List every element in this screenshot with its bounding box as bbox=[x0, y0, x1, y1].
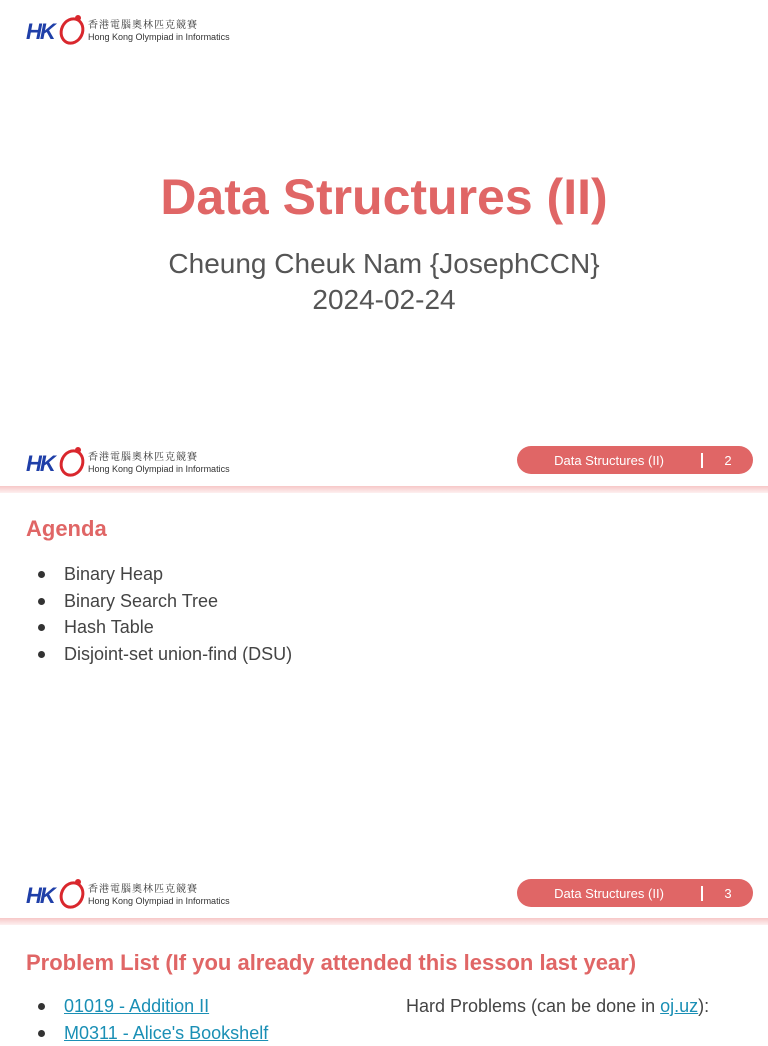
hkoi-logo bbox=[26, 446, 230, 480]
hkoi-logo-icon: HK bbox=[26, 446, 82, 480]
problem-link[interactable]: M0311 - Alice's Bookshelf bbox=[64, 1023, 268, 1043]
agenda-slide bbox=[0, 432, 768, 864]
presentation-date: 2024-02-24 bbox=[0, 282, 768, 318]
slide-title: Data Structures (II) bbox=[0, 168, 768, 226]
agenda-list bbox=[34, 561, 292, 667]
agenda-item: Binary Heap bbox=[34, 561, 292, 588]
slide-subtitle bbox=[0, 246, 768, 318]
agenda-item: Binary Search Tree bbox=[34, 588, 292, 615]
problem-list-slide bbox=[0, 864, 768, 1024]
hkoi-logo-icon: HK bbox=[26, 878, 82, 912]
section-heading: Agenda bbox=[26, 516, 107, 542]
problem-item bbox=[34, 1020, 268, 1046]
problem-list bbox=[34, 993, 268, 1046]
author-name: Cheung Cheuk Nam {JosephCCN} bbox=[0, 246, 768, 282]
problem-item bbox=[34, 993, 268, 1020]
title-slide bbox=[0, 0, 768, 432]
hkoi-logo bbox=[26, 14, 230, 48]
page-number: 2 bbox=[703, 453, 753, 468]
problem-link[interactable]: 01019 - Addition II bbox=[64, 996, 209, 1016]
page-number: 3 bbox=[703, 886, 753, 901]
agenda-item: Hash Table bbox=[34, 614, 292, 641]
logo-chinese-text: 香港電腦奧林匹克競賽 bbox=[88, 884, 230, 896]
logo-chinese-text: 香港電腦奧林匹克競賽 bbox=[88, 20, 230, 32]
slide-header-label: Data Structures (II) bbox=[517, 453, 701, 468]
slide-header-pill bbox=[517, 879, 753, 907]
hard-problems-text: Hard Problems (can be done in oj.uz): bbox=[406, 996, 709, 1017]
hkoi-logo-icon: HK bbox=[26, 14, 82, 48]
logo-chinese-text: 香港電腦奧林匹克競賽 bbox=[88, 452, 230, 464]
slide-header-pill bbox=[517, 446, 753, 474]
logo-english-text: Hong Kong Olympiad in Informatics bbox=[88, 896, 230, 906]
header-divider bbox=[0, 918, 768, 925]
logo-english-text: Hong Kong Olympiad in Informatics bbox=[88, 32, 230, 42]
logo-english-text: Hong Kong Olympiad in Informatics bbox=[88, 464, 230, 474]
header-divider bbox=[0, 486, 768, 493]
hkoi-logo bbox=[26, 878, 230, 912]
section-heading: Problem List (If you already attended this lesson last year) bbox=[26, 950, 636, 976]
agenda-item: Disjoint-set union-find (DSU) bbox=[34, 641, 292, 668]
slide-header-label: Data Structures (II) bbox=[517, 886, 701, 901]
oj-uz-link[interactable]: oj.uz bbox=[660, 996, 698, 1016]
